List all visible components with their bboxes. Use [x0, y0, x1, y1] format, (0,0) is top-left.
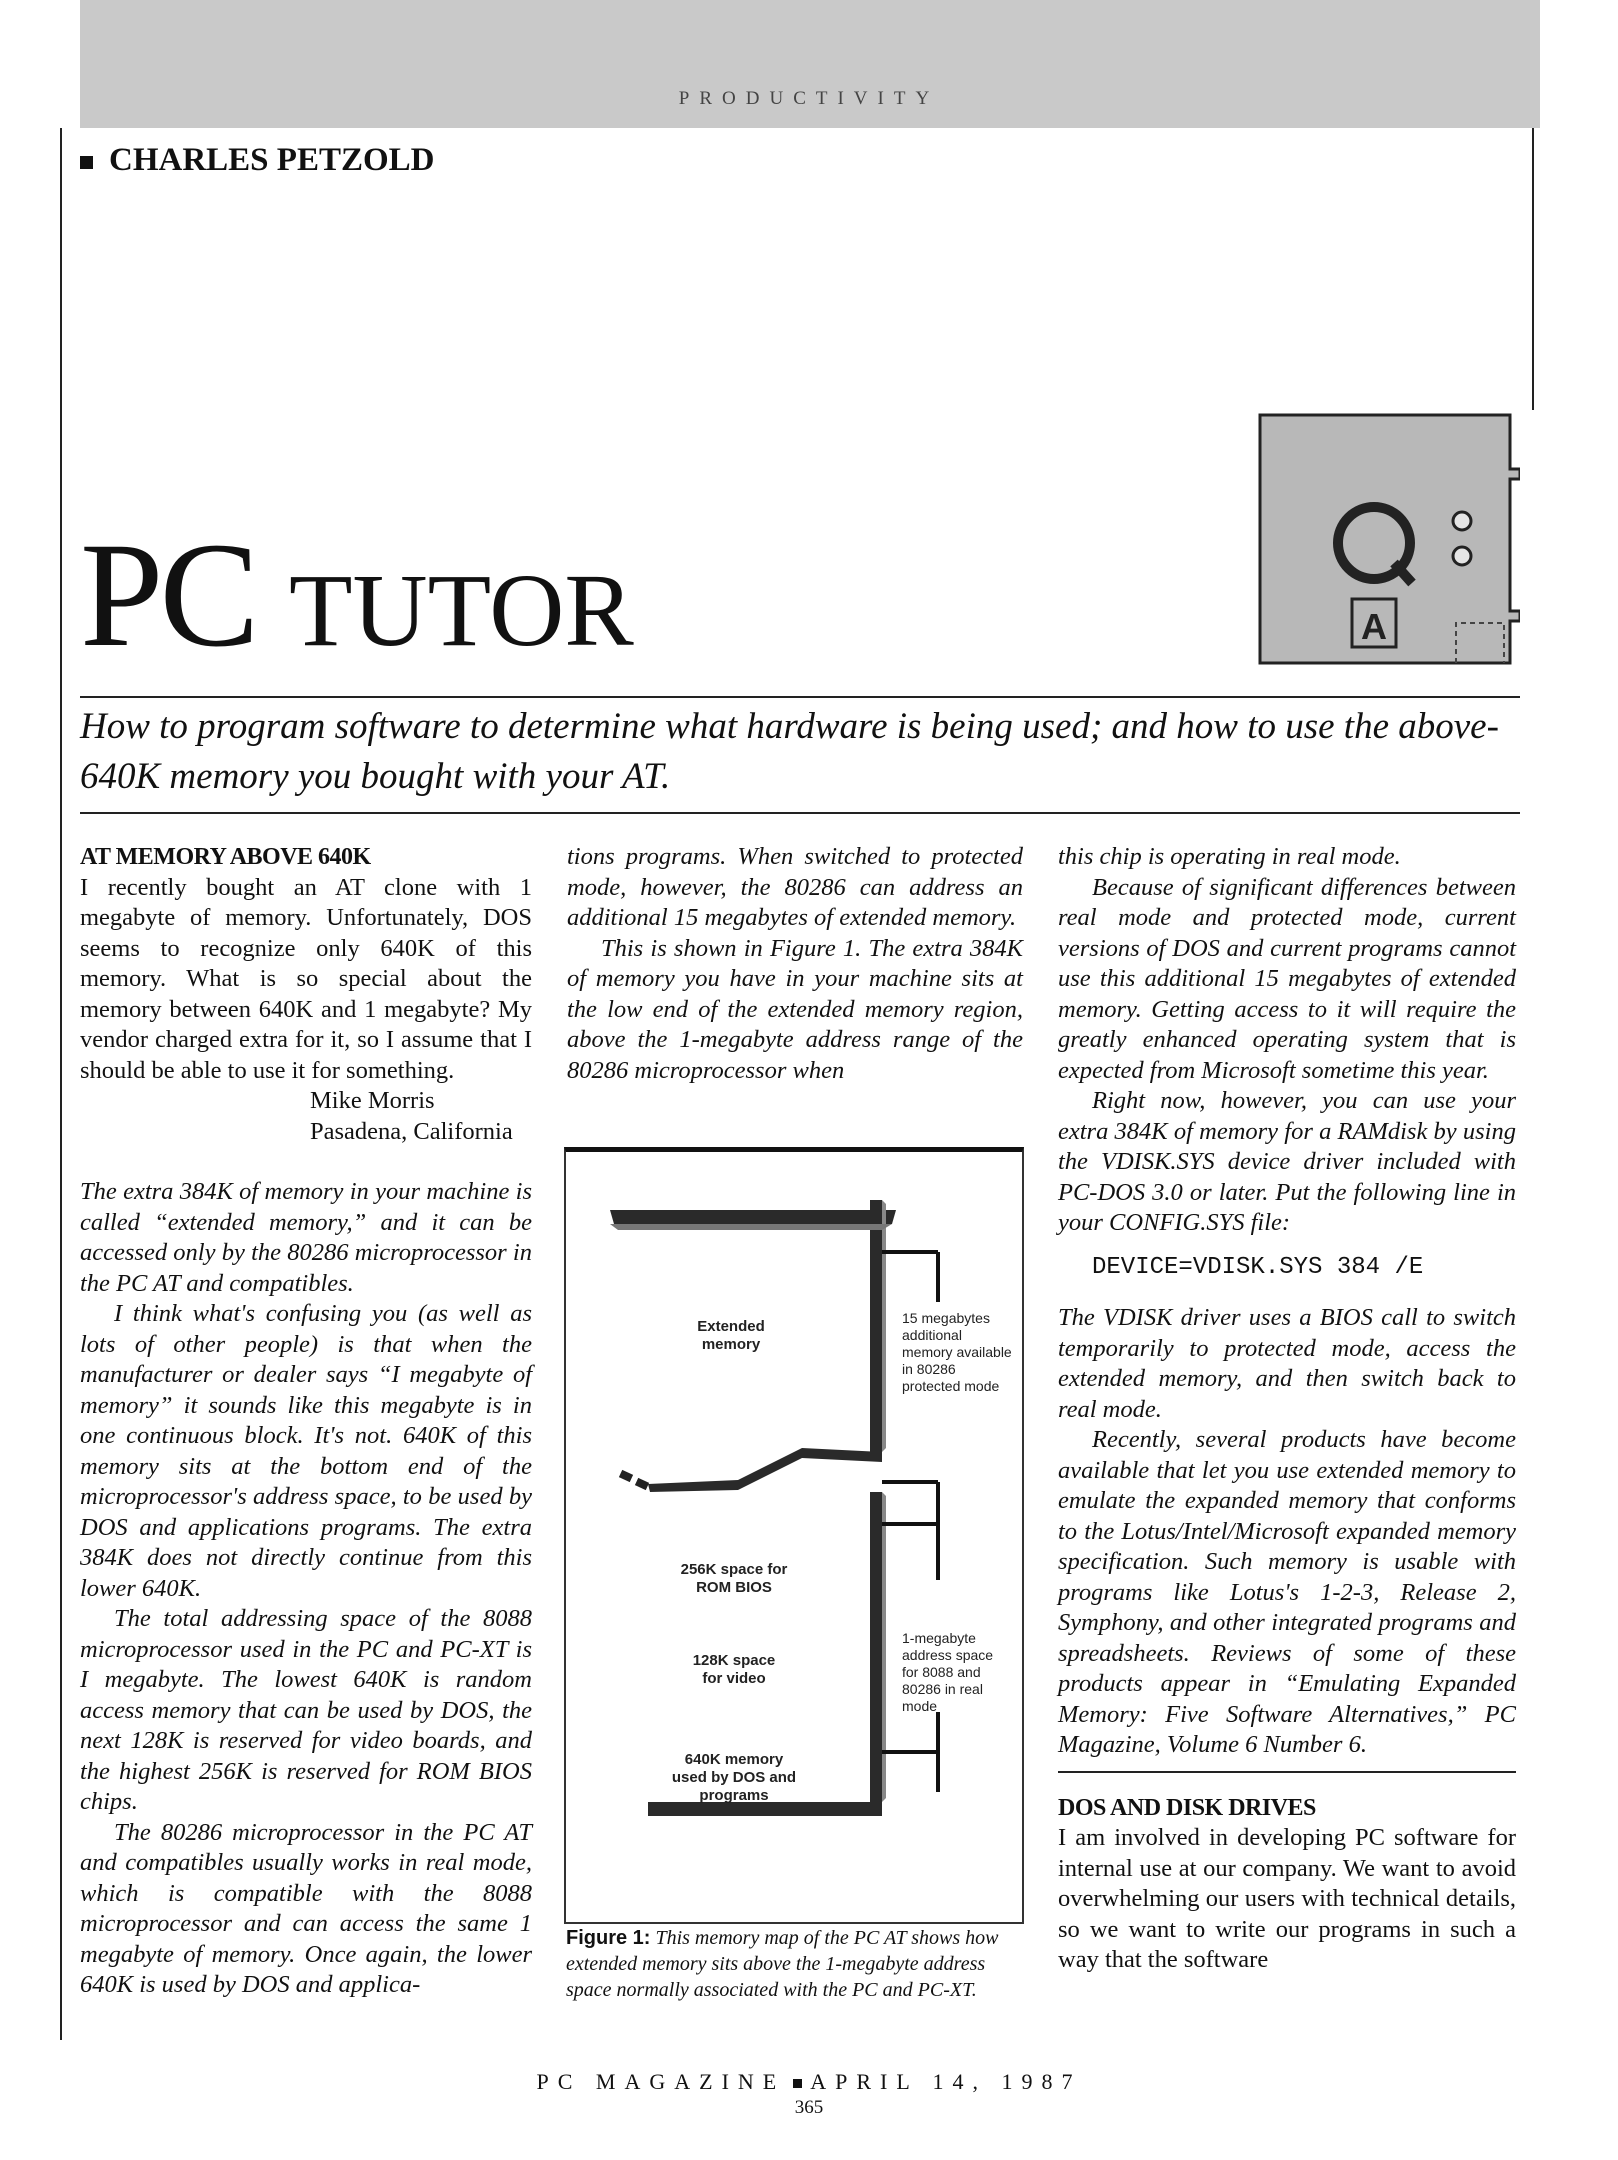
answer-paragraph: Recently, several products have become available that let you use extended memory to emulate the expanded memory that conforms to the Lotus/Intel/Microsoft expanded memory specification. Such memory is usable with programs like Lotus's 1-2-3, Release 2, Symphony, and other integrated programs and spreadsheets. Reviews of some of these products appear in “Emulating Expanded Memory: Five Software Alternatives,” PC Magazine, Volume 6 Number 6. — [1058, 1426, 1516, 1758]
byline — [80, 142, 435, 179]
reader-letter: I recently bought an AT clone with 1 megabyte of memory. Unfortunately, DOS seems to recognize only 640K of this memory. What is so special about the memory between 640K and 1 megabyte? My vendor charged extra for it, so I assume that I should be able to use it for something. — [80, 873, 532, 1084]
footer-date: APRIL 14, 1987 — [810, 2069, 1082, 2094]
column-2 — [567, 842, 1023, 1086]
column-3 — [1058, 842, 1516, 1976]
reader-letter: I am involved in developing PC software for internal use at our company. We want to avoid overwhelming our users with technical details, so we want to write our programs in such a way that the software — [1058, 1824, 1516, 1973]
answer-paragraph: This is shown in Figure 1. The extra 384K of memory you have in your machine sits at the low end of the extended memory region, above the 1-megabyte address range of the 80286 microprocessor when — [567, 934, 1023, 1084]
caption-label: Figure 1: — [566, 1927, 651, 1949]
title-main: PC — [80, 512, 256, 678]
footer-bullet — [793, 2079, 802, 2088]
label-rom-bios: 256K space for ROM BIOS — [680, 1561, 788, 1596]
answer-paragraph: The VDISK driver uses a BIOS call to switch temporarily to protected mode, access the extended memory, and then switch back to real mode. — [1058, 1304, 1516, 1423]
author-name: CHARLES PETZOLD — [109, 142, 435, 178]
title-sub: TUTOR — [288, 553, 634, 668]
title-rule — [80, 696, 1520, 698]
logo-letter: A — [1361, 606, 1387, 647]
figure-caption — [566, 1925, 1022, 2003]
deck-rule — [80, 812, 1520, 814]
answer-paragraph: The extra 384K of memory in your machine is called “extended memory,” and it can be accessed only by the 80286 microprocessor in the PC AT and compatibles. — [80, 1178, 532, 1297]
article-title — [80, 512, 634, 686]
figure-memory-map — [564, 1147, 1024, 1924]
page-number: 365 — [794, 2097, 824, 2118]
footer — [0, 2069, 1618, 2095]
section-heading: DOS AND DISK DRIVES — [1058, 1794, 1316, 1821]
label-dos-memory: 640K memory used by DOS and programs — [671, 1751, 797, 1804]
code-line: DEVICE=VDISK.SYS 384 /E — [1092, 1253, 1424, 1281]
caption-text: This memory map of the PC AT shows how extended memory sits above the 1-megabyte address space normally associated with the PC and PC-XT. — [566, 1927, 999, 2001]
footer-magazine: PC MAGAZINE — [536, 2069, 786, 2094]
note-protected-mode: 15 megabytes additional memory available in 80286 protected mode — [902, 1310, 1012, 1394]
floppy-disk-logo — [1258, 413, 1520, 665]
label-extended-memory: Extended memory — [697, 1318, 765, 1353]
section-label: PRODUCTIVITY — [678, 88, 940, 109]
section-heading: AT MEMORY ABOVE 640K — [80, 844, 371, 870]
answer-paragraph: this chip is operating in real mode. — [1058, 843, 1401, 870]
left-border — [60, 128, 62, 2040]
memory-map-diagram — [566, 1152, 1022, 1922]
answer-paragraph: The 80286 microprocessor in the PC AT and compatibles usually works in real mode, which is compatible with the 8088 microprocessor and can access the same 1 megabyte of memory. Once again, the lower 640K is used by DOS and applica- — [80, 1818, 532, 1998]
signature-place: Pasadena, California — [310, 1117, 513, 1145]
note-real-mode: 1-megabyte address space for 8088 and 80286 in real mode — [902, 1630, 994, 1714]
answer-paragraph: The total addressing space of the 8088 microprocessor used in the PC and PC-XT is I megabyte. The lowest 640K is random access memory that can be used by DOS, the next 128K is reserved for video boards, and the highest 256K is reserved for ROM BIOS chips. — [80, 1605, 532, 1815]
answer-paragraph: Right now, however, you can use your extra 384K of memory for a RAMdisk by using the VDISK.SYS device driver included with PC-DOS 3.0 or later. Put the following line in your CONFIG.SYS file: — [1058, 1087, 1516, 1236]
label-video: 128K space for video — [692, 1652, 776, 1687]
column-1 — [80, 842, 532, 2001]
answer-paragraph: tions programs. When switched to protected mode, however, the 80286 can address an additional 15 megabytes of extended memory. — [567, 843, 1023, 931]
deck-subtitle: How to program software to determine what hardware is being used; and how to use the above-640K memory you bought with your AT. — [80, 706, 1499, 797]
bullet-square — [80, 156, 93, 169]
answer-paragraph: I think what's confusing you (as well as lots of other people) is that when the manufacturer or dealer says “I megabyte of memory” it sounds like this megabyte is in one continuous block. It's not. 640K of this memory sits at the bottom end of the microprocessor's address space, to be used by DOS and applications programs. The extra 384K does not directly continue from this lower 640K. — [80, 1300, 532, 1602]
answer-paragraph: Because of significant differences between real mode and protected mode, current versions of DOS and current programs cannot use this additional 15 megabytes of extended memory. Getting access to it will require the greatly enhanced operating system that is expected from Microsoft sometime this year. — [1058, 873, 1516, 1084]
section-divider — [1058, 1771, 1516, 1773]
right-border — [1532, 128, 1534, 410]
signature-name: Mike Morris — [310, 1087, 435, 1114]
